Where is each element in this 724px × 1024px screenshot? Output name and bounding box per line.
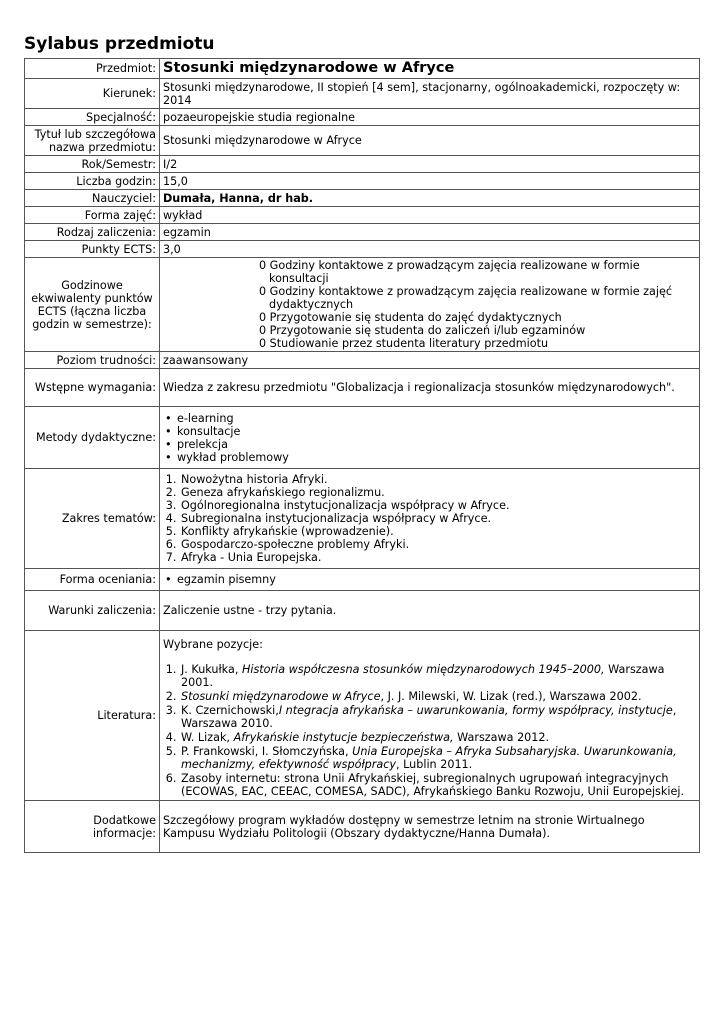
row-przedmiot [25,59,700,79]
value-kierunek: Stosunki międzynarodowe, II stopień [4 sem], stacjonarny, ogólnoakademicki, rozpoczęty w: 2014 [160,79,700,109]
topic-item: 1. Nowożytna historia Afryki. [180,473,696,486]
label-warunki: Warunki zaliczenia: [25,591,160,631]
literature-item: 5. P. Frankowski, I. Słomczyńska, Unia Europejska – Afryka Subsaharyjska. Uwarunkowania, mechanizmy, efektywność współpracy, Lublin 2011. [180,745,696,771]
row-poziom [25,352,700,369]
row-literatura [25,631,700,801]
row-warunki [25,591,700,631]
syllabus-table [24,58,700,853]
label-wymagania: Wstępne wymagania: [25,369,160,407]
label-dodatkowe: Dodatkowe informacje: [25,801,160,853]
ects-item: 0 Godziny kontaktowe z prowadzącym zajęcia realizowane w formie konsultacji [259,259,640,285]
label-liczba-godzin: Liczba godzin: [25,173,160,190]
value-literatura [160,631,700,801]
literature-item: 3. K. Czernichowski,I ntegracja afrykańska – uwarunkowania, formy współpracy, instytucje, Warszawa 2010. [180,704,696,730]
row-tytul [25,126,700,156]
ects-item: 0 Przygotowanie się studenta do zaliczeń i/lub egzaminów [259,324,586,337]
literature-item: 1. J. Kukułka, Historia współczesna stosunków międzynarodowych 1945–2000, Warszawa 2001. [180,663,696,689]
course-name: Stosunki międzynarodowe w Afryce [160,59,700,79]
topic-item: 4. Subregionalna instytucjonalizacja współpracy w Afryce. [180,512,696,525]
row-dodatkowe [25,801,700,853]
method-item: • konsultacje [165,425,696,438]
literature-intro: Wybrane pozycje: [163,638,263,651]
row-godzinowe [25,258,700,352]
topic-item: 3. Ogólnoregionalna instytucjonalizacja współpracy w Afryce. [180,499,696,512]
row-liczba-godzin [25,173,700,190]
value-specjalnosc: pozaeuropejskie studia regionalne [160,109,700,126]
method-item: • e-learning [165,412,696,425]
row-kierunek [25,79,700,109]
value-tytul: Stosunki międzynarodowe w Afryce [160,126,700,156]
label-literatura: Literatura: [25,631,160,801]
label-specjalnosc: Specjalność: [25,109,160,126]
label-poziom: Poziom trudności: [25,352,160,369]
ects-item: 0 Godziny kontaktowe z prowadzącym zajęcia realizowane w formie zajęć dydaktycznych [259,285,673,311]
value-wymagania: Wiedza z zakresu przedmiotu "Globalizacja i regionalizacja stosunków międzynarodowych". [160,369,700,407]
label-kierunek: Kierunek: [25,79,160,109]
literature-item: 6. Zasoby internetu: strona Unii Afrykańskiej, subregionalnych ugrupowań integracyjnych (ECOWAS, EAC, CEEAC, COMESA, SADC), Afrykańskiego Banku Rozwoju, Unii Europejskiej. [180,772,696,798]
ects-item: 0 Przygotowanie się studenta do zajęć dydaktycznych [259,311,562,324]
value-godzinowe [160,258,700,352]
value-metody [160,407,700,469]
value-forma-oceniania [160,569,700,591]
row-zakres [25,469,700,569]
value-rodzaj-zaliczenia: egzamin [160,224,700,241]
value-punkty-ects: 3,0 [160,241,700,258]
label-nauczyciel: Nauczyciel: [25,190,160,207]
label-punkty-ects: Punkty ECTS: [25,241,160,258]
row-rodzaj-zaliczenia [25,224,700,241]
row-specjalnosc [25,109,700,126]
row-forma-oceniania [25,569,700,591]
row-rok-semestr [25,156,700,173]
grading-item: • egzamin pisemny [165,573,696,586]
value-rok-semestr: I/2 [160,156,700,173]
label-rok-semestr: Rok/Semestr: [25,156,160,173]
label-przedmiot: Przedmiot: [25,59,160,79]
label-rodzaj-zaliczenia: Rodzaj zaliczenia: [25,224,160,241]
topic-item: 5. Konflikty afrykańskie (wprowadzenie). [180,525,696,538]
value-poziom: zaawansowany [160,352,700,369]
row-punkty-ects [25,241,700,258]
row-metody [25,407,700,469]
label-forma-zajec: Forma zajęć: [25,207,160,224]
value-forma-zajec: wykład [160,207,700,224]
label-metody: Metody dydaktyczne: [25,407,160,469]
ects-item: 0 Studiowanie przez studenta literatury przedmiotu [259,337,549,350]
literature-item: 2. Stosunki międzynarodowe w Afryce, J. J. Milewski, W. Lizak (red.), Warszawa 2002. [180,690,696,703]
value-zakres [160,469,700,569]
label-zakres: Zakres tematów: [25,469,160,569]
method-item: • prelekcja [165,438,696,451]
topic-item: 2. Geneza afrykańskiego regionalizmu. [180,486,696,499]
label-tytul: Tytuł lub szczegółowa nazwa przedmiotu: [25,126,160,156]
row-forma-zajec [25,207,700,224]
row-nauczyciel [25,190,700,207]
label-forma-oceniania: Forma oceniania: [25,569,160,591]
value-dodatkowe: Szczegółowy program wykładów dostępny w semestrze letnim na stronie Wirtualnego Kampusu Wydziału Politologii (Obszary dydaktyczne/Hanna Dumała). [160,801,700,853]
value-nauczyciel: Dumała, Hanna, dr hab. [160,190,700,207]
topic-item: 6. Gospodarczo-społeczne problemy Afryki. [180,538,696,551]
method-item: • wykład problemowy [165,451,696,464]
label-godzinowe: Godzinowe ekwiwalenty punktów ECTS (łączna liczba godzin w semestrze): [25,258,160,352]
value-warunki: Zaliczenie ustne - trzy pytania. [160,591,700,631]
value-liczba-godzin: 15,0 [160,173,700,190]
page-title: Sylabus przedmiotu [24,34,215,54]
row-wymagania [25,369,700,407]
literature-item: 4. W. Lizak, Afrykańskie instytucje bezpieczeństwa, Warszawa 2012. [180,731,696,744]
topic-item: 7. Afryka - Unia Europejska. [180,551,696,564]
